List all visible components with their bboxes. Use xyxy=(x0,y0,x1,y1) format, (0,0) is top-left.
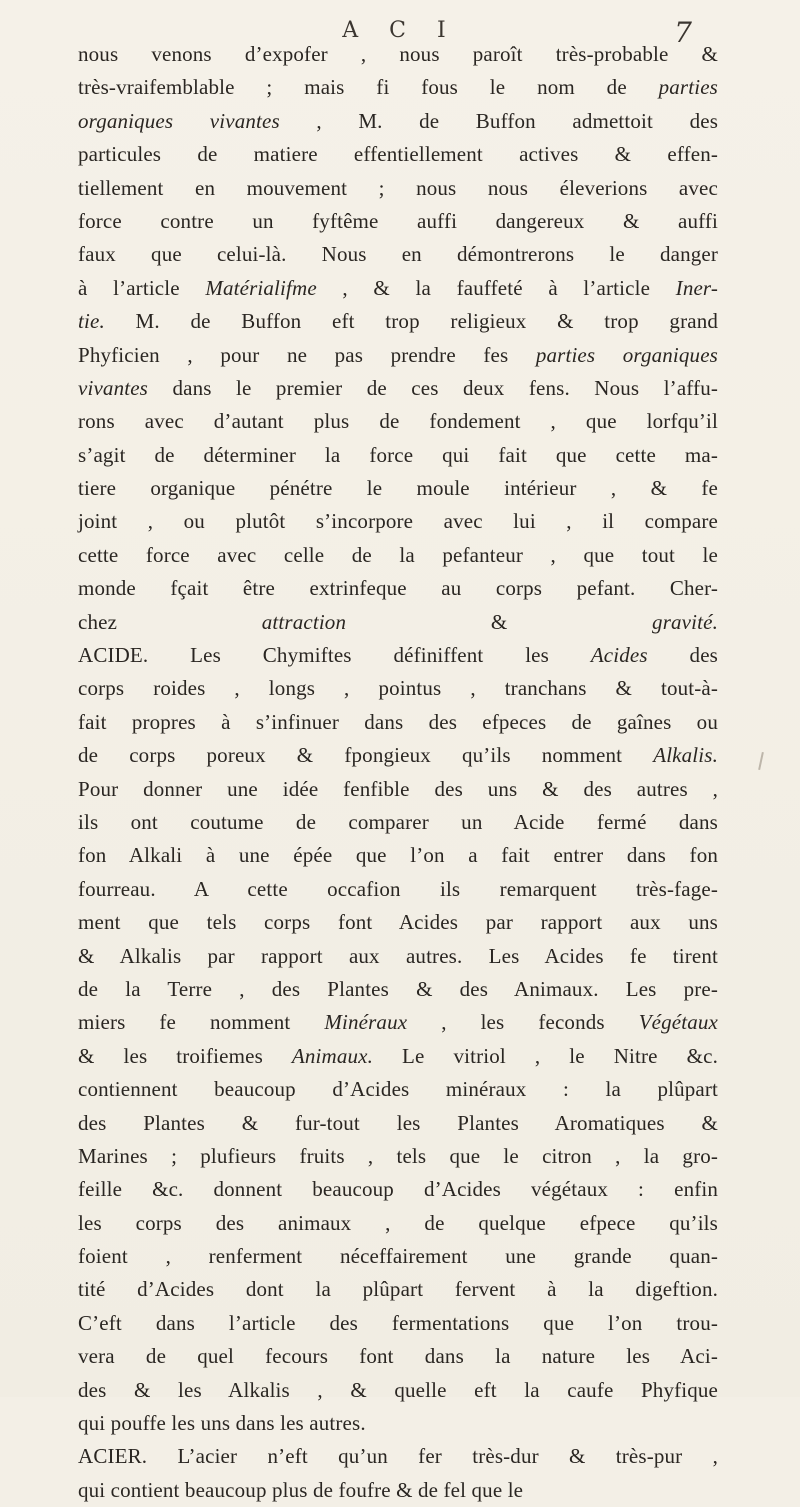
text-line xyxy=(78,1340,718,1373)
text-line xyxy=(78,205,718,238)
italic-term: vivantes xyxy=(78,375,149,400)
text-run: foient , renferment néceffairement une grande quan- xyxy=(78,1244,718,1269)
text-run: chez xyxy=(78,609,262,634)
text-line xyxy=(78,272,718,305)
text-run: des Plantes & fur-tout les Plantes Aromatiques & xyxy=(78,1110,718,1135)
text-run: de la Terre , des Plantes & des Animaux. Les pre- xyxy=(78,976,718,1001)
italic-term: organiques vivantes xyxy=(78,108,280,133)
page-number: 7 xyxy=(674,16,692,49)
text-run: C’eft dans l’article des fermentations que l’on trou- xyxy=(78,1310,718,1335)
text-run: dans le premier de ces deux fens. Nous l’affu- xyxy=(148,375,718,400)
text-run: fait propres à s’infinuer dans des efpeces de gaînes ou xyxy=(78,709,718,734)
text-run: particules de matiere effentiellement actives & effen- xyxy=(78,142,718,167)
text-run: , & la fauffeté à l’article xyxy=(316,275,676,300)
text-line xyxy=(78,138,718,171)
text-run: monde fçait être extrinfeque au corps pefant. Cher- xyxy=(78,576,718,601)
italic-term: parties xyxy=(658,75,718,100)
italic-term: Matérialifme xyxy=(205,275,317,300)
text-run: s’agit de déterminer la force qui fait que cette ma- xyxy=(78,442,718,467)
text-run: Phyficien , pour ne pas prendre fes xyxy=(78,342,536,367)
text-line xyxy=(78,672,718,705)
text-line xyxy=(78,305,718,338)
text-line xyxy=(78,372,718,405)
text-run: cette force avec celle de la pefanteur , que tout le xyxy=(78,542,718,567)
italic-term: Minéraux xyxy=(324,1010,408,1035)
text-line xyxy=(78,739,718,772)
text-run: & xyxy=(346,609,653,634)
text-line xyxy=(78,238,718,271)
text-line xyxy=(78,505,718,538)
text-run: tiere organique pénétre le moule intérieur , & fe xyxy=(78,476,718,501)
italic-term: parties organiques xyxy=(535,342,718,367)
italic-term: Iner- xyxy=(675,275,718,300)
text-run: tiellement en mouvement ; nous nous éleverions avec xyxy=(78,175,718,200)
text-run: Marines ; plufieurs fruits , tels que le citron , la gro- xyxy=(78,1143,718,1168)
text-run: & les troifiemes xyxy=(78,1043,292,1068)
text-run: force contre un fyftême auffi dangereux & auffi xyxy=(78,208,718,233)
text-line xyxy=(78,940,718,973)
text-line xyxy=(78,539,718,572)
text-run: rons avec d’autant plus de fondement , que lorfqu’il xyxy=(78,409,718,434)
text-run: ACIER. L’acier n’eft qu’un fer très-dur & très-pur , xyxy=(78,1444,718,1469)
italic-term: tie. xyxy=(78,309,105,334)
text-line xyxy=(78,1440,718,1473)
text-line xyxy=(78,1240,718,1273)
italic-term: attraction xyxy=(261,609,347,634)
text-line xyxy=(78,906,718,939)
text-run: miers fe nomment xyxy=(78,1010,325,1035)
text-run: qui pouffe les uns dans les autres. xyxy=(78,1411,366,1436)
text-line xyxy=(78,105,718,138)
text-run: très-vraifemblable ; mais fi fous le nom de xyxy=(78,75,659,100)
text-line xyxy=(78,1273,718,1306)
text-run: contiennent beaucoup d’Acides minéraux : la plûpart xyxy=(78,1077,718,1102)
text-run: Pour donner une idée fenfible des uns & des autres , xyxy=(78,776,718,801)
text-line xyxy=(78,1107,718,1140)
text-run: ils ont coutume de comparer un Acide fermé dans xyxy=(78,809,718,834)
text-run: ment que tels corps font Acides par rapport aux uns xyxy=(78,910,718,935)
text-line xyxy=(78,1006,718,1039)
text-run: nous venons d’expofer , nous paroît très-probable & xyxy=(78,42,718,66)
text-run: des xyxy=(647,643,718,668)
italic-term: Alkalis. xyxy=(653,743,718,768)
text-line xyxy=(78,806,718,839)
text-run: Le vitriol , le Nitre &c. xyxy=(373,1043,718,1068)
text-run: , M. de Buffon admettoit des xyxy=(279,108,719,133)
text-line xyxy=(78,1474,718,1507)
text-run: fon Alkali à une épée que l’on a fait entrer dans fon xyxy=(78,843,718,868)
text-run: corps roides , longs , pointus , tranchans & tout-à- xyxy=(78,676,718,701)
text-run: & Alkalis par rapport aux autres. Les Acides fe tirent xyxy=(78,943,718,968)
italic-term: Végétaux xyxy=(638,1010,719,1035)
italic-term: gravité. xyxy=(652,609,718,634)
text-line xyxy=(78,706,718,739)
text-line xyxy=(78,572,718,605)
text-line xyxy=(78,873,718,906)
text-run: , les feconds xyxy=(407,1010,639,1035)
text-line xyxy=(78,773,718,806)
text-line xyxy=(78,1140,718,1173)
text-run: ACIDE. Les Chymiftes définiffent les xyxy=(78,643,591,668)
text-run: qui contient beaucoup plus de foufre & de fel que le xyxy=(78,1477,524,1502)
text-run: vera de quel fecours font dans la nature les Aci- xyxy=(78,1344,718,1369)
text-run: fourreau. A cette occafion ils remarquent très-fage- xyxy=(78,876,718,901)
text-run: des & les Alkalis , & quelle eft la caufe Phyfique xyxy=(78,1377,718,1402)
italic-term: Acides xyxy=(590,643,648,668)
text-run: joint , ou plutôt s’incorpore avec lui , il compare xyxy=(78,509,718,534)
text-line xyxy=(78,606,718,639)
text-line xyxy=(78,1173,718,1206)
running-head: A C I xyxy=(342,18,458,43)
text-line xyxy=(78,472,718,505)
text-run: faux que celui-là. Nous en démontrerons le danger xyxy=(78,242,718,267)
text-line xyxy=(78,1407,718,1440)
text-line xyxy=(78,1307,718,1340)
text-line xyxy=(78,973,718,1006)
text-line xyxy=(78,439,718,472)
body-text xyxy=(78,38,718,1507)
text-line xyxy=(78,639,718,672)
text-run: les corps des animaux , de quelque efpece qu’ils xyxy=(78,1210,718,1235)
text-line xyxy=(78,405,718,438)
text-line xyxy=(78,1040,718,1073)
italic-term: Animaux. xyxy=(291,1043,374,1068)
text-line xyxy=(78,71,718,104)
text-line xyxy=(78,339,718,372)
text-run: M. de Buffon eft trop religieux & trop grand xyxy=(104,309,718,334)
margin-mark xyxy=(758,752,764,770)
text-line xyxy=(78,38,718,71)
text-line xyxy=(78,1073,718,1106)
text-run: tité d’Acides dont la plûpart fervent à la digeftion. xyxy=(78,1277,718,1302)
text-line xyxy=(78,172,718,205)
text-run: à l’article xyxy=(78,275,206,300)
text-run: de corps poreux & fpongieux qu’ils nomment xyxy=(78,743,654,768)
text-run: feille &c. donnent beaucoup d’Acides végétaux : enfin xyxy=(78,1177,718,1202)
text-line xyxy=(78,1374,718,1407)
text-line xyxy=(78,1207,718,1240)
text-line xyxy=(78,839,718,872)
